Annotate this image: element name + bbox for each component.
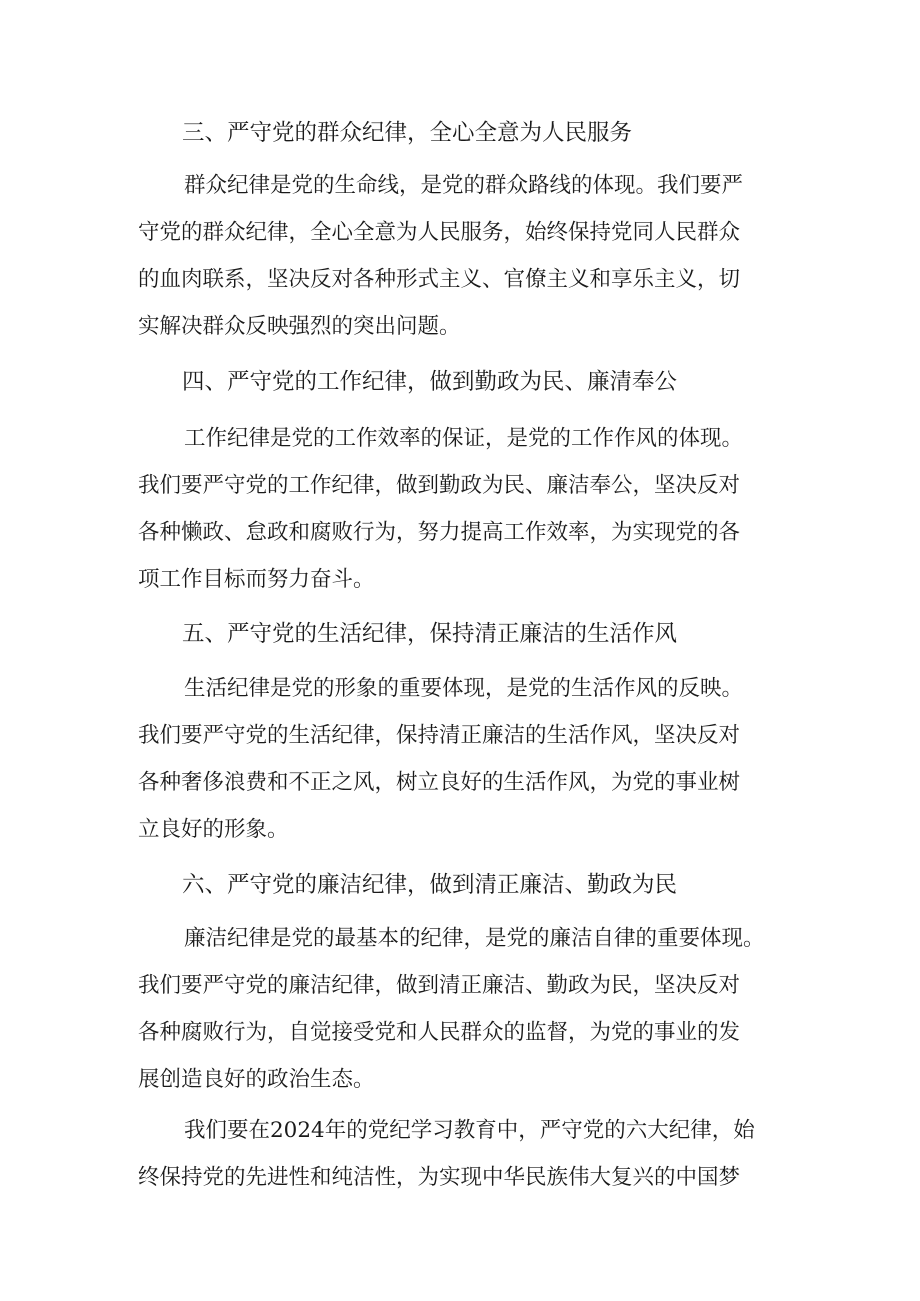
- paragraph-line: 终保持党的先进性和纯洁性，为实现中华民族伟大复兴的中国梦: [138, 1165, 741, 1190]
- section-heading-5: 五、严守党的生活纪律，保持清正廉洁的生活作风: [182, 621, 678, 647]
- section-paragraph-4: [138, 415, 798, 603]
- paragraph-line: 的血肉联系，坚决反对各种形式主义、官僚主义和享乐主义，切: [138, 267, 741, 292]
- paragraph-line: 实解决群众反映强烈的突出问题。: [138, 314, 461, 339]
- paragraph-line: 我们要严守党的工作纪律，做到勤政为民、廉洁奉公，坚决反对: [138, 473, 741, 498]
- paragraph-line: 各种腐败行为，自觉接受党和人民群众的监督，为党的事业的发: [138, 1020, 741, 1045]
- paragraph-line: 守党的群众纪律，全心全意为人民服务，始终保持党同人民群众: [138, 220, 741, 245]
- paragraph-line: 我们要在2024年的党纪学习教育中，严守党的六大纪律，始: [184, 1118, 755, 1143]
- paragraph-line: 立良好的形象。: [138, 817, 289, 842]
- paragraph-line: 项工作目标而努力奋斗。: [138, 567, 375, 592]
- section-paragraph-5: [138, 665, 798, 853]
- paragraph-line: 廉洁纪律是党的最基本的纪律，是党的廉洁自律的重要体现。: [184, 926, 765, 951]
- section-heading-4: 四、严守党的工作纪律，做到勤政为民、廉清奉公: [182, 369, 678, 395]
- paragraph-line: 各种懒政、怠政和腐败行为，努力提高工作效率，为实现党的各: [138, 520, 741, 545]
- paragraph-line: 我们要严守党的廉洁纪律，做到清正廉洁、勤政为民，坚决反对: [138, 973, 741, 998]
- section-heading-6: 六、严守党的廉洁纪律，做到清正廉洁、勤政为民: [182, 872, 678, 898]
- paragraph-line: 群众纪律是党的生命线，是党的群众路线的体现。我们要严: [184, 173, 744, 198]
- paragraph-line: 生活纪律是党的形象的重要体现，是党的生活作风的反映。: [184, 676, 744, 701]
- paragraph-line: 工作纪律是党的工作效率的保证，是党的工作作风的体现。: [184, 426, 744, 451]
- section-paragraph-3: [138, 162, 798, 350]
- closing-paragraph: [138, 1107, 798, 1201]
- paragraph-line: 展创造良好的政治生态。: [138, 1067, 375, 1092]
- section-heading-3: 三、严守党的群众纪律，全心全意为人民服务: [182, 120, 633, 146]
- paragraph-line: 我们要严守党的生活纪律，保持清正廉洁的生活作风，坚决反对: [138, 723, 741, 748]
- section-paragraph-6: [138, 915, 798, 1103]
- paragraph-line: 各种奢侈浪费和不正之风，树立良好的生活作风，为党的事业树: [138, 770, 741, 795]
